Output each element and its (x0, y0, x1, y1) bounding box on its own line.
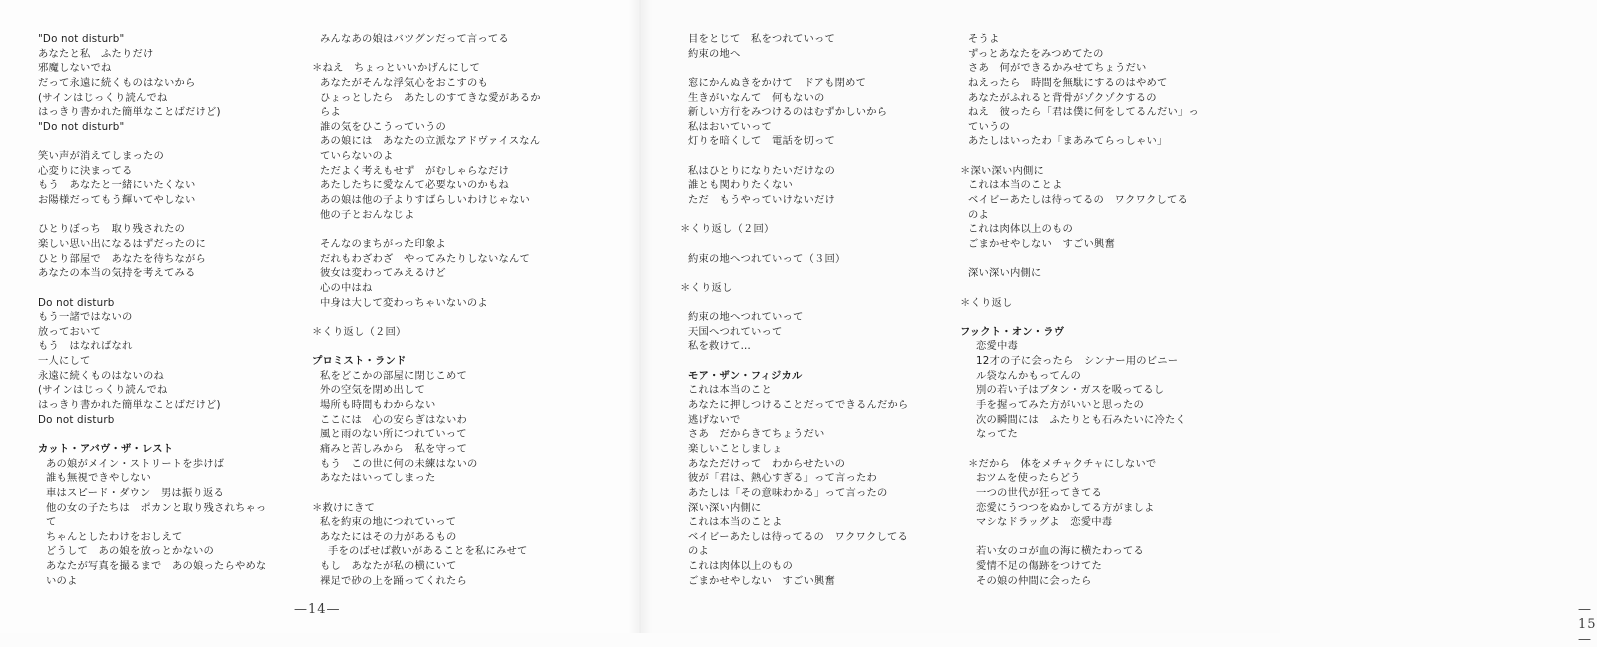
lyric-line: あたしは「その意味わかる」って言ったの (688, 486, 888, 499)
lyric-line: ずっとあなたをみつめてたの (968, 47, 1104, 60)
lyric-line: さあ だからきてちょうだい (688, 428, 825, 441)
lyric-line: て (46, 516, 57, 529)
lyric-line: いのよ (46, 574, 78, 587)
lyric-line: そんなのまちがった印象よ (320, 237, 446, 250)
blank-line (960, 310, 1199, 325)
lyric-line: ねえったら 時間を無駄にするのはやめて (968, 76, 1168, 89)
page-number-right: —15— (1578, 602, 1597, 647)
lyric-line: ひとり部屋で あなたを待ちながら (38, 252, 206, 265)
lyric-line: その娘の仲間に会ったら (976, 574, 1092, 587)
lyric-line: 中身は大して変わっちゃいないのよ (320, 296, 488, 309)
lyric-line: あなただけって わからせたいの (688, 457, 846, 470)
lyric-line: 誰とも関わりたくない (688, 179, 793, 192)
lyric-line: 天国へつれていって (688, 325, 783, 338)
song-title: フックト・オン・ラヴ (960, 325, 1065, 338)
lyric-line: あたしたちに愛なんて必要ないのかもね (320, 179, 509, 192)
lyric-line: おツムを使ったらどう (976, 472, 1081, 485)
lyric-line: もう一諸ではないの (38, 311, 133, 324)
lyric-line: みんなあの娘はバツグンだって言ってる (320, 33, 509, 45)
lyric-line: どうして あの娘を放っとかないの (46, 545, 214, 558)
page-number-left: —14— (294, 602, 341, 617)
lyric-line: 手をのばせば救いがあることを私にみせて (328, 545, 528, 558)
lyric-line: ていらないのよ (320, 150, 394, 163)
lyric-line: 灯りを暗くして 電話を切って (688, 135, 835, 148)
lyric-line: 目をとじて 私をつれていって (688, 33, 835, 45)
lyric-line: 生きがいなんて 何もないの (688, 91, 825, 104)
lyric-line: ＊くり返し（２回） (680, 223, 775, 236)
lyric-line: 車はスピード・ダウン 男は振り返る (46, 486, 225, 499)
lyric-line: 恋愛にうつつをぬかしてる方がましよ (976, 501, 1155, 514)
lyric-line: あなたにはその力があるもの (320, 530, 457, 543)
lyric-line: これは肉体以上のもの (968, 223, 1073, 236)
lyric-line: あの娘は他の子よりすばらしいわけじゃない (320, 194, 530, 207)
lyric-line: もう はなればなれ (38, 340, 133, 353)
lyric-line: 別の若い子はブタン・ガスを吸ってるし (976, 384, 1165, 397)
lyric-line: 私はおいていって (688, 120, 772, 133)
song-title: プロミスト・ランド (312, 355, 407, 368)
lyric-line: なってた (976, 428, 1018, 441)
lyric-line: もう この世に何の未練はないの (320, 457, 478, 470)
lyric-line: これは本当のことよ (688, 516, 783, 529)
lyric-line: 裸足で砂の上を踊ってくれたら (320, 574, 467, 587)
lyric-line: "Do not disturb" (38, 33, 125, 45)
lyrics-column-4 (960, 32, 1199, 588)
lyric-line: そうよ (968, 33, 1000, 45)
lyric-line: 他の女の子たちは ポカンと取り残されちゃっ (46, 501, 267, 514)
lyric-line: ＊ねえ ちょっといいかげんにして (312, 62, 480, 75)
lyric-line: ひとりぼっち 取り残されたの (38, 223, 185, 236)
blank-line (960, 442, 1199, 457)
lyric-line: (サインはじっくり読んでね (38, 384, 168, 397)
lyric-line: 一つの世代が狂ってきてる (976, 486, 1102, 499)
blank-line (312, 310, 541, 325)
blank-line (960, 149, 1199, 164)
lyric-line: ごまかせやしない すごい興奮 (968, 237, 1115, 250)
lyrics-column-3 (680, 32, 908, 588)
lyric-line: あなたが写真を撮るまで あの娘ったらやめな (46, 560, 267, 573)
lyric-line: 心の中はね (320, 281, 373, 294)
lyric-line: 新しい方行をみつけるのはむずかしいから (688, 106, 888, 119)
lyric-line: (サインはじっくり読んでね (38, 91, 168, 104)
lyric-line: あなたと私 ふたりだけ (38, 47, 154, 60)
lyric-line: 誰も無視できやしない (46, 472, 151, 485)
lyric-line: 他の子とおんなじよ (320, 208, 415, 221)
lyric-line: 外の空気を閉め出して (320, 384, 425, 397)
blank-line (680, 237, 908, 252)
blank-line (680, 296, 908, 311)
blank-line (680, 149, 908, 164)
lyric-line: Do not disturb (38, 296, 115, 309)
lyric-line: 窓にかんぬきをかけて ドアも閉めて (688, 76, 867, 89)
lyric-line: あなたがそんな浮気心をおこすのも (320, 76, 488, 89)
lyric-line: 恋愛中毒 (976, 340, 1018, 353)
lyric-line: マシなドラッグよ 恋愛中毒 (976, 516, 1113, 529)
lyric-line: だって永遠に続くものはないから (38, 76, 196, 89)
blank-line (312, 339, 541, 354)
lyric-line: 私を救けて… (688, 340, 751, 353)
blank-line (38, 281, 266, 296)
lyric-line: これは肉体以上のもの (688, 560, 793, 573)
lyric-line: 邪魔しないでね (38, 62, 112, 75)
lyric-line: 12才の子に会ったら シンナー用のビニー (976, 355, 1179, 368)
lyric-line: 誰の気をひこうっていうの (320, 120, 446, 133)
lyric-line: ベイビーあたしは待ってるの ワクワクしてる (688, 530, 909, 543)
lyric-line: あなたがふれると背骨がゾクゾクするの (968, 91, 1157, 104)
lyric-line: のよ (688, 545, 709, 558)
lyric-line: ひょっとしたら あたしのすてきな愛があるか (320, 91, 541, 104)
lyric-line: ＊くり返し (680, 281, 733, 294)
blank-line (312, 486, 541, 501)
lyric-line: 手を握ってみた方がいいと思ったの (976, 399, 1144, 412)
lyric-line: あの娘には あなたの立派なアドヴァイスなん (320, 135, 541, 148)
lyric-line: ねえ 彼ったら「君は僕に何をしてるんだい」っ (968, 106, 1199, 119)
lyric-line: 心変りに決まってる (38, 164, 133, 177)
lyric-line: Do not disturb (38, 413, 115, 426)
lyric-line: ここには 心の安らぎはないわ (320, 413, 467, 426)
lyric-line: ＊くり返し（２回） (312, 325, 407, 338)
blank-line (680, 354, 908, 369)
lyric-line: 彼女は変わってみえるけど (320, 267, 446, 280)
lyric-line: もし あなたが私の横にいて (320, 560, 457, 573)
lyric-line: ただ もうやっていけないだけ (688, 194, 835, 207)
lyric-line: 笑い声が消えてしまったの (38, 150, 164, 163)
lyric-line: ベイビーあたしは待ってるの ワクワクしてる (968, 194, 1189, 207)
lyric-line: 風と雨のない所につれていって (320, 428, 467, 441)
lyric-line: ごまかせやしない すごい興奮 (688, 574, 835, 587)
blank-line (312, 47, 541, 62)
lyric-line: 約束の地へ (688, 47, 741, 60)
lyric-line: 彼が「君は、熱心すぎる」って言ったわ (688, 472, 877, 485)
lyric-line: ＊くり返し (960, 296, 1013, 309)
lyric-line: あたしはいったわ「まあみてらっしゃい」 (968, 135, 1168, 148)
lyric-line: これは本当のことよ (968, 179, 1063, 192)
lyric-line: らよ (320, 106, 341, 119)
blank-line (680, 266, 908, 281)
lyric-line: 約束の地へつれていって（３回） (688, 252, 846, 265)
lyric-line: 深い深い内側に (688, 501, 762, 514)
lyric-line: 愛情不足の傷跡をつけてた (976, 560, 1102, 573)
lyric-line: 私を約束の地につれていって (320, 516, 457, 529)
lyric-line: 放っておいて (38, 325, 101, 338)
lyric-line: ＊深い深い内側に (960, 164, 1044, 177)
lyric-line: あなたの本当の気持を考えてみる (38, 267, 196, 280)
lyric-line: だれもわざわざ やってみたりしないなんて (320, 252, 530, 265)
lyric-line: あなたはいってしまった (320, 472, 436, 485)
lyric-line: ちゃんとしたわけをおしえて (46, 530, 183, 543)
lyric-line: 痛みと苦しみから 私を守って (320, 442, 467, 455)
lyric-line: 私はひとりになりたいだけなの (688, 164, 835, 177)
lyric-line: お陽様だってもう輝いてやしない (38, 194, 196, 207)
lyric-line: 私をどこかの部屋に閉じこめて (320, 369, 467, 382)
lyric-line: もう あなたと一緒にいたくない (38, 179, 196, 192)
lyrics-column-1 (38, 32, 266, 588)
lyric-line: これは本当のこと (688, 384, 772, 397)
lyric-line: 深い深い内側に (968, 267, 1042, 280)
lyric-line: ＊救けにきて (312, 501, 375, 514)
blank-line (312, 222, 541, 237)
blank-line (38, 427, 266, 442)
blank-line (38, 134, 266, 149)
lyric-line: 楽しいことしましょ (688, 442, 783, 455)
lyric-line: はっきり書かれた簡単なことばだけど) (38, 399, 221, 412)
lyric-line: 若い女のコが血の海に横たわってる (976, 545, 1144, 558)
lyric-line: 次の瞬間には ふたりとも石みたいに冷たく (976, 413, 1186, 426)
lyric-line: のよ (968, 208, 989, 221)
lyric-line: 楽しい思い出になるはずだったのに (38, 237, 206, 250)
lyric-line: 永遠に続くものはないのね (38, 369, 164, 382)
lyric-line: 逃げないで (688, 413, 741, 426)
lyric-line: はっきり書かれた簡単なことばだけど) (38, 106, 221, 119)
song-title: モア・ザン・フィジカル (688, 369, 803, 382)
lyric-line: あの娘がメイン・ストリートを歩けば (46, 457, 225, 470)
song-title: カット・アバヴ・ザ・レスト (38, 442, 174, 455)
book-gutter (628, 0, 652, 633)
lyric-line: さあ 何ができるかみせてちょうだい (968, 62, 1147, 75)
lyric-line: 一人にして (38, 355, 91, 368)
lyric-line: "Do not disturb" (38, 120, 125, 133)
blank-line (680, 208, 908, 223)
blank-line (960, 281, 1199, 296)
page-14 (0, 0, 640, 633)
blank-line (960, 530, 1199, 545)
lyric-line: 場所も時間もわからない (320, 399, 436, 412)
blank-line (960, 252, 1199, 267)
lyric-line: ていうの (968, 120, 1010, 133)
lyric-line: ＊だから 体をメチャクチャにしないで (968, 457, 1157, 470)
lyric-line: あなたに押しつけることだってできるんだから (688, 399, 909, 412)
blank-line (38, 208, 266, 223)
lyric-line: ル袋なんかもってんの (976, 369, 1081, 382)
lyric-line: ただよく考えもせず がむしゃらなだけ (320, 164, 509, 177)
blank-line (680, 61, 908, 76)
lyrics-column-2 (312, 32, 541, 588)
lyric-line: 約束の地へつれていって (688, 311, 804, 324)
